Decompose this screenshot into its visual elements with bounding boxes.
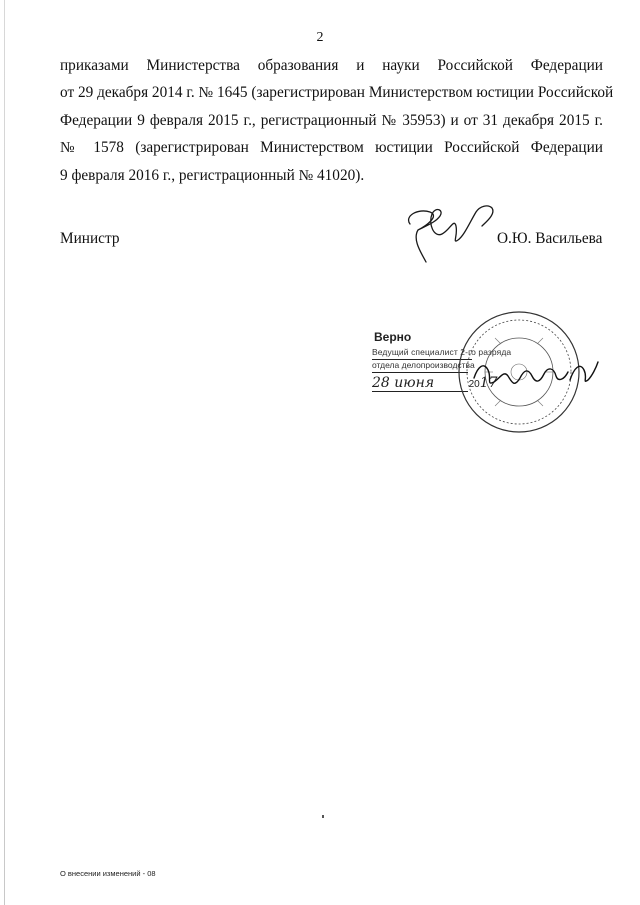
body-line: 9 февраля 2016 г., регистрационный № 41020). xyxy=(60,166,365,184)
department-underline xyxy=(372,372,468,373)
date-underline xyxy=(372,391,468,392)
signatory-title: Министр xyxy=(60,230,120,247)
body-line: приказами Министерства образования и науки Российской Федерации xyxy=(60,57,603,74)
footer-reference: О внесении изменений - 08 xyxy=(60,869,156,878)
year-prefix: 20 xyxy=(468,379,480,390)
date-handwritten: 28 июня xyxy=(372,375,435,391)
certification-title: Верно xyxy=(374,330,412,344)
signatory-name: О.Ю. Васильева xyxy=(497,230,603,247)
scan-speck xyxy=(322,815,324,818)
scan-edge-line xyxy=(4,0,5,905)
body-line: № 1578 (зарегистрирован Министерством юстиции Российской Федерации xyxy=(60,139,603,157)
handwritten-certifier-name xyxy=(470,348,600,398)
certifier-department: отдела делопроизводства xyxy=(372,360,475,370)
certifier-position: Ведущий специалист 2-го разряда xyxy=(372,347,512,357)
body-paragraph xyxy=(60,52,614,189)
page-number: 2 xyxy=(316,30,324,45)
body-line: Федерации 9 февраля 2015 г., регистрационный № 35953) и от 31 декабря 2015 г. xyxy=(60,111,603,129)
year-handwritten: 17 xyxy=(479,375,498,391)
handwritten-signature xyxy=(396,196,506,266)
body-line: от 29 декабря 2014 г. № 1645 (зарегистрирован Министерством юстиции Российской xyxy=(60,84,614,102)
